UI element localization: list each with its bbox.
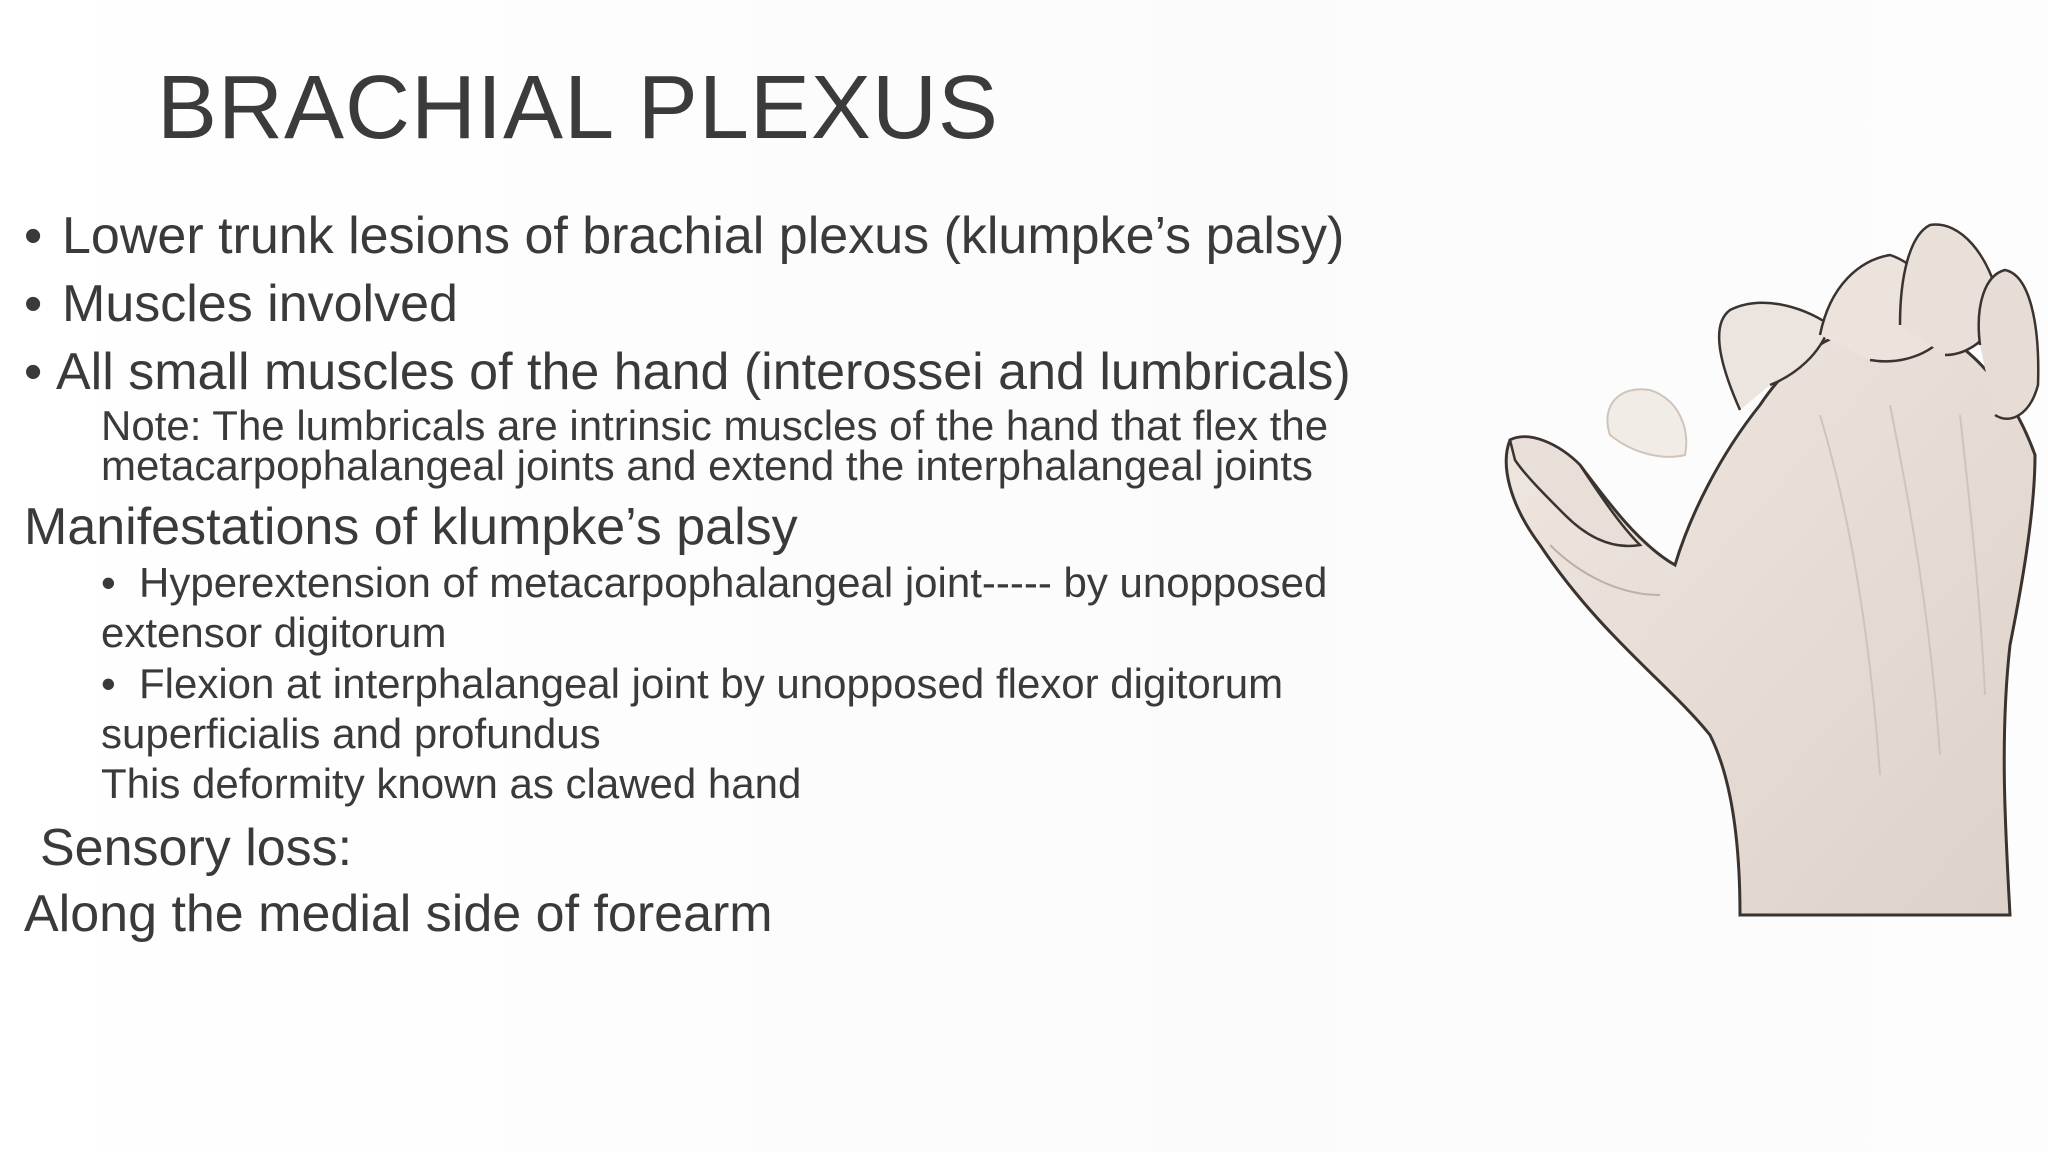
bullet-small-muscles	[24, 342, 1351, 402]
sensory-loss-heading: Sensory loss:	[40, 819, 353, 877]
bullet-muscles-involved	[24, 274, 458, 334]
bullet-icon: •	[24, 343, 43, 401]
manifestations-heading: Manifestations of klumpke’s palsy	[24, 498, 798, 556]
bullet-text: Muscles involved	[62, 275, 458, 333]
sub-bullet-flexion-cont: superficialis and profundus	[101, 710, 601, 757]
sensory-loss-detail: Along the medial side of forearm	[24, 885, 773, 943]
sub-bullet-flexion	[101, 659, 1283, 709]
bullet-text: All small muscles of the hand (interossei and lumbricals)	[56, 343, 1351, 401]
note-line-1: Note: The lumbricals are intrinsic muscles of the hand that flex the	[101, 402, 1329, 449]
bullet-lower-trunk	[24, 206, 1344, 266]
bullet-icon: •	[24, 207, 43, 265]
slide-title: BRACHIAL PLEXUS	[157, 58, 999, 158]
bullet-icon: •	[101, 559, 116, 606]
bullet-icon: •	[101, 660, 116, 707]
sub-bullet-hyperextension	[101, 558, 1327, 608]
clawed-hand-illustration	[1490, 215, 2040, 935]
bullet-icon: •	[24, 275, 43, 333]
bullet-text: Hyperextension of metacarpophalangeal joint----- by unopposed	[139, 559, 1328, 606]
sub-bullet-hyperextension-cont: extensor digitorum	[101, 609, 447, 656]
hand-finger-shadow	[1607, 389, 1686, 457]
bullet-text: Flexion at interphalangeal joint by unopposed flexor digitorum	[139, 660, 1284, 707]
note-line-2: metacarpophalangeal joints and extend the interphalangeal joints	[101, 442, 1313, 489]
bullet-text: Lower trunk lesions of brachial plexus (klumpke’s palsy)	[62, 207, 1345, 265]
hand-palm	[1506, 325, 2035, 915]
clawed-hand-note: This deformity known as clawed hand	[101, 760, 802, 807]
